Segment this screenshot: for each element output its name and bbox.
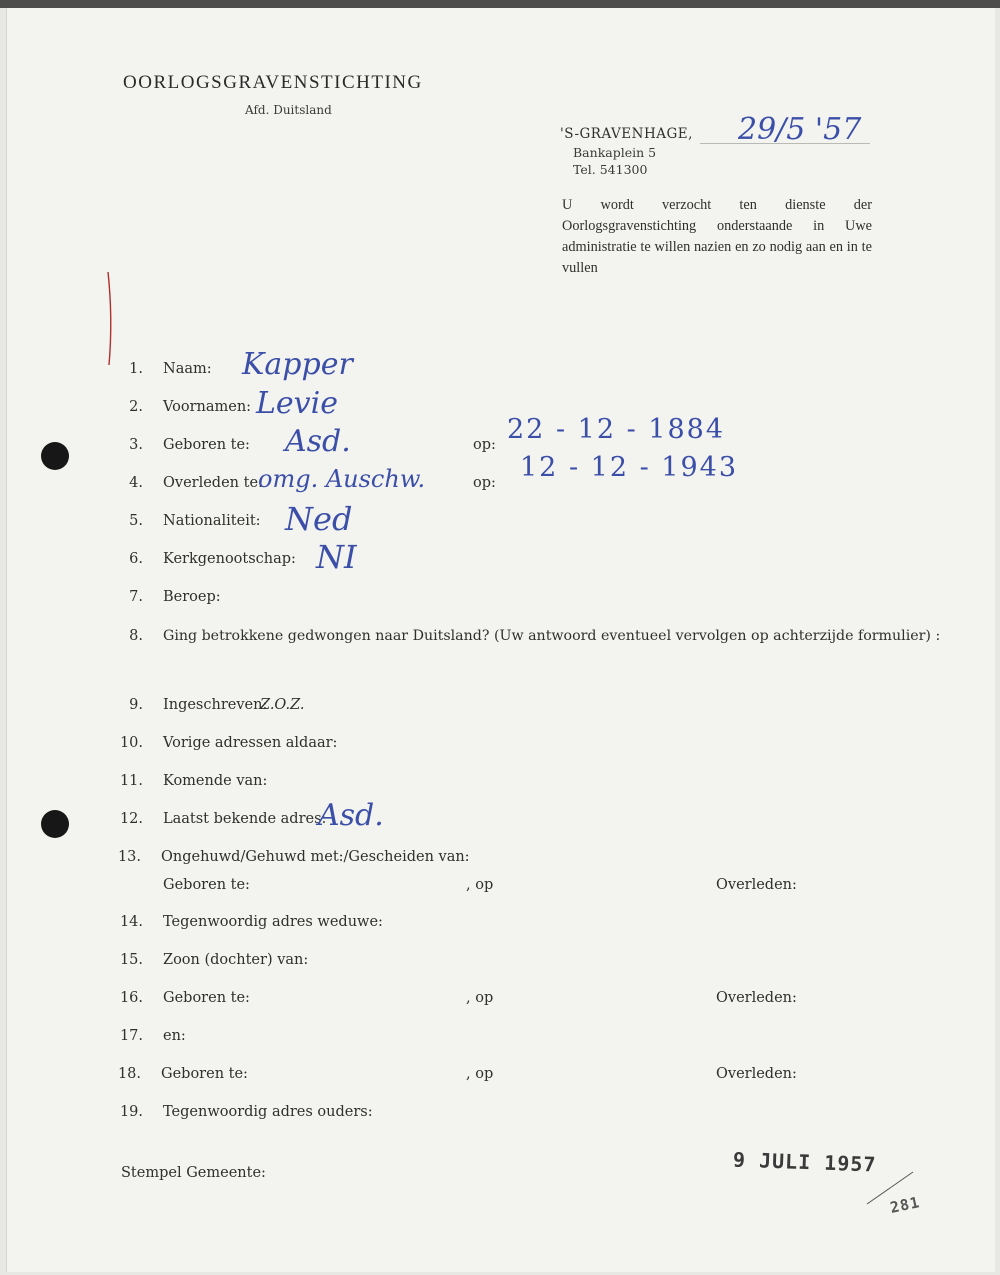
field-number: 6. — [129, 551, 143, 567]
spouse-overleden-label: Overleden: — [716, 877, 797, 893]
received-date-stamp: 9 JULI 1957 — [732, 1147, 877, 1177]
mother-geboren-te-label: Geboren te: — [161, 1066, 248, 1082]
death-date-label: op: — [473, 475, 496, 491]
adres-weduwe-label: Tegenwoordig adres weduwe: — [163, 914, 383, 930]
field-number: 12. — [119, 811, 143, 827]
vorige-adressen-label: Vorige adressen aldaar: — [163, 735, 338, 751]
kerkgenootschap-value: NI — [316, 538, 357, 576]
field-number: 16. — [119, 990, 143, 1006]
field-number: 17. — [119, 1028, 143, 1044]
field-number: 2. — [129, 399, 143, 415]
komende-van-label: Komende van: — [163, 773, 268, 789]
nationaliteit-label: Nationaliteit: — [163, 513, 261, 529]
overleden-te-value: omg. Auschw. — [258, 465, 426, 493]
handwritten-date: 29/5 '57 — [738, 112, 862, 147]
zoon-dochter-label: Zoon (dochter) van: — [163, 952, 309, 968]
duitsland-question-label: Ging betrokkene gedwongen naar Duitsland? (Uw antwoord eventueel vervolgen op achterzijde formulier) : — [163, 628, 941, 644]
intro-text: U wordt verzocht ten dienste der Oorlogsgravenstichting onderstaande in Uwe administratie te willen nazien en zo nodig aan en in te vullen — [562, 197, 872, 276]
laatst-adres-label: Laatst bekende adres: — [163, 811, 327, 827]
phone-label: Tel. 541300 — [573, 162, 648, 177]
mother-overleden-label: Overleden: — [716, 1066, 797, 1082]
field-number: 4. — [129, 475, 143, 491]
spouse-geboren-te-label: Geboren te: — [163, 877, 250, 893]
gehuwd-label: Ongehuwd/Gehuwd met:/Gescheiden van: — [161, 849, 470, 865]
punch-hole-bottom — [41, 810, 69, 838]
field-number: 14. — [119, 914, 143, 930]
field-number: 8. — [129, 628, 143, 644]
red-margin-mark — [100, 270, 120, 370]
field-number: 5. — [129, 513, 143, 529]
field-number: 11. — [119, 773, 143, 789]
ingeschreven-value: Z.O.Z. — [260, 697, 305, 713]
death-date-value: 12 - 12 - 1943 — [520, 452, 739, 483]
field-number: 3. — [129, 437, 143, 453]
geboren-te-label: Geboren te: — [163, 437, 250, 453]
organization-title: OORLOGSGRAVENSTICHTING — [123, 72, 423, 93]
field-number: 7. — [129, 589, 143, 605]
adres-ouders-label: Tegenwoordig adres ouders: — [163, 1104, 373, 1120]
field-number: 1. — [129, 361, 143, 377]
overleden-te-label: Overleden te: — [163, 475, 263, 491]
spouse-op-label: , op — [466, 877, 494, 893]
beroep-label: Beroep: — [163, 589, 221, 605]
city-label: 'S-GRAVENHAGE, — [560, 126, 693, 142]
mother-op-label: , op — [466, 1066, 494, 1082]
birth-date-label: op: — [473, 437, 496, 453]
birth-date-value: 22 - 12 - 1884 — [507, 414, 726, 445]
geboren-te-value: Asd. — [285, 424, 351, 459]
field-number: 9. — [129, 697, 143, 713]
laatst-adres-value: Asd. — [318, 798, 384, 833]
page-number: 281 — [888, 1193, 922, 1217]
field-number: 13. — [117, 849, 141, 865]
ingeschreven-label: Ingeschreven: — [163, 697, 268, 713]
stempel-gemeente-label: Stempel Gemeente: — [121, 1165, 266, 1181]
department-label: Afd. Duitsland — [245, 103, 332, 117]
field-number: 15. — [119, 952, 143, 968]
naam-label: Naam: — [163, 361, 212, 377]
street-label: Bankaplein 5 — [573, 145, 657, 160]
nationaliteit-value: Ned — [285, 500, 353, 538]
father-overleden-label: Overleden: — [716, 990, 797, 1006]
scan-edge — [0, 0, 1000, 8]
en-label: en: — [163, 1028, 186, 1044]
father-geboren-te-label: Geboren te: — [163, 990, 250, 1006]
voornamen-value: Levie — [256, 386, 338, 421]
father-op-label: , op — [466, 990, 494, 1006]
voornamen-label: Voornamen: — [163, 399, 252, 415]
field-number: 19. — [119, 1104, 143, 1120]
field-number: 10. — [119, 735, 143, 751]
kerkgenootschap-label: Kerkgenootschap: — [163, 551, 296, 567]
field-number: 18. — [117, 1066, 141, 1082]
punch-hole-top — [41, 442, 69, 470]
naam-value: Kapper — [242, 347, 353, 382]
